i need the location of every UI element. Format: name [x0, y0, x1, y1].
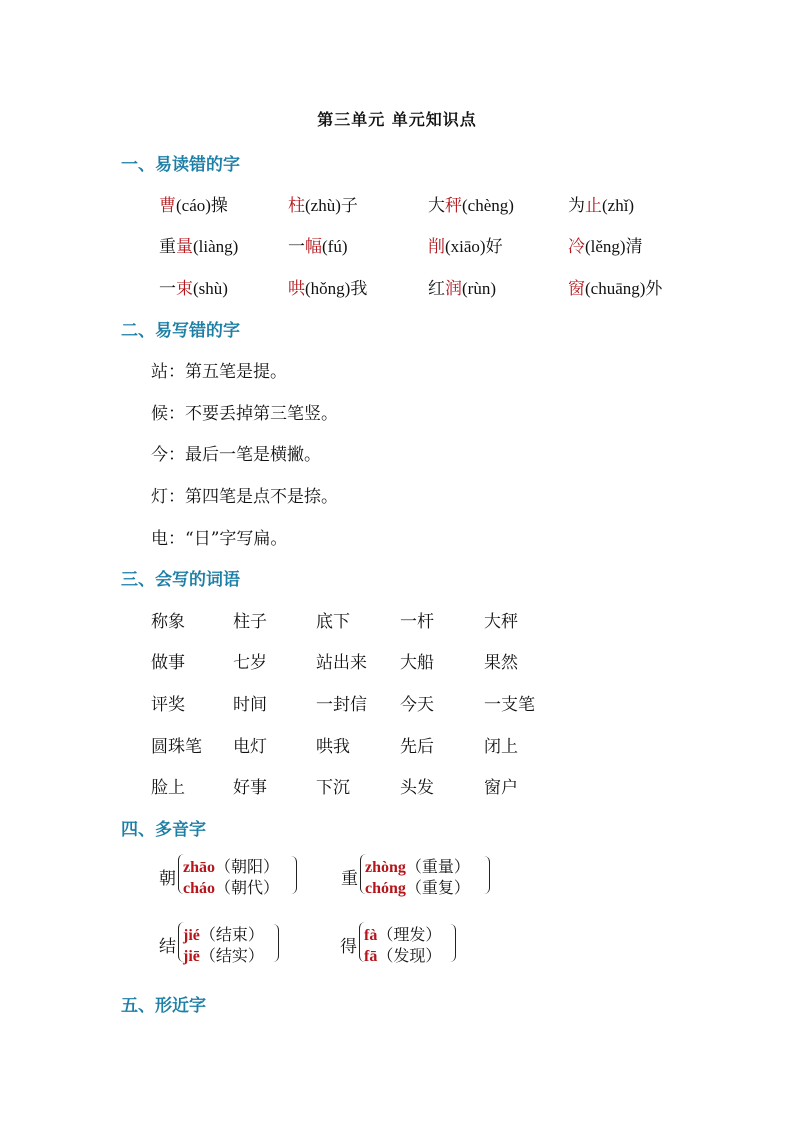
- reading-pinyin: (lěng): [585, 237, 626, 256]
- pinyin: zhāo: [183, 859, 215, 876]
- right-brace: [273, 924, 279, 962]
- reading-suffix: 好: [485, 237, 503, 257]
- reading-item: [428, 191, 514, 216]
- vocab-word: 窗户: [484, 778, 518, 798]
- reading-prefix: 大: [428, 196, 445, 216]
- vocab-word: 评奖: [151, 695, 185, 715]
- section-heading-polyphones: 四、多音字: [121, 820, 206, 840]
- reading-pinyin: (chuāng): [585, 279, 646, 298]
- polyphone-char: 结: [159, 937, 176, 957]
- vocab-word: 站出来: [316, 653, 367, 673]
- reading-pinyin: (liàng): [193, 237, 239, 256]
- right-brace: [484, 856, 490, 894]
- reading-char: 柱: [288, 196, 305, 216]
- page-title: 第三单元 单元知识点: [317, 110, 477, 129]
- reading-item: [288, 191, 358, 216]
- pinyin: jiē: [183, 948, 200, 965]
- reading-item: [159, 191, 228, 216]
- reading-char: 削: [428, 237, 445, 257]
- example-word: （重复）: [405, 878, 470, 897]
- reading-prefix: 一: [159, 279, 176, 299]
- reading-prefix: 红: [428, 279, 445, 299]
- polyphone-reading: [365, 854, 470, 877]
- vocab-word: 一杆: [400, 612, 434, 632]
- reading-pinyin: (chèng): [462, 196, 514, 215]
- reading-pinyin: (xiāo): [445, 237, 486, 256]
- reading-suffix: 操: [210, 196, 228, 216]
- reading-char: 止: [585, 196, 602, 216]
- writing-tip: 电：“日”字写扁。: [151, 529, 288, 549]
- vocab-word: 柱子: [233, 612, 267, 632]
- polyphone-reading: [183, 854, 279, 877]
- polyphone-char: 得: [340, 937, 357, 957]
- reading-pinyin: (cáo): [176, 196, 211, 215]
- polyphone-group: [159, 852, 309, 898]
- vocab-word: 七岁: [233, 653, 267, 673]
- pinyin: jié: [183, 927, 200, 944]
- reading-char: 量: [176, 237, 193, 257]
- pinyin: zhòng: [365, 859, 406, 876]
- vocab-word: 今天: [400, 695, 434, 715]
- vocab-word: 哄我: [316, 737, 350, 757]
- polyphone-reading: [364, 922, 441, 945]
- section-heading-similar: 五、形近字: [121, 996, 206, 1016]
- reading-char: 曹: [159, 196, 176, 216]
- reading-prefix: 一: [288, 237, 305, 257]
- pinyin: chóng: [365, 880, 406, 897]
- polyphone-reading: [365, 875, 470, 898]
- example-word: （发现）: [377, 946, 442, 965]
- polyphone-reading: [183, 943, 264, 966]
- vocab-word: 大秤: [484, 612, 518, 632]
- right-brace: [450, 924, 456, 962]
- example-word: （朝代）: [215, 878, 280, 897]
- section-heading-misread: 一、易读错的字: [121, 155, 240, 175]
- reading-suffix: 我: [350, 279, 368, 299]
- reading-item: [428, 232, 503, 257]
- polyphone-char: 朝: [159, 869, 176, 889]
- reading-char: 窗: [568, 279, 585, 299]
- reading-item: [159, 232, 238, 257]
- section-heading-words: 三、会写的词语: [121, 570, 240, 590]
- writing-tip: 候：不要丢掉第三笔竖。: [151, 404, 338, 424]
- polyphone-group: [159, 920, 289, 966]
- polyphone-char: 重: [341, 869, 358, 889]
- example-word: （结束）: [199, 925, 264, 944]
- polyphone-group: [340, 920, 470, 966]
- reading-item: [288, 274, 367, 299]
- example-word: （理发）: [377, 925, 442, 944]
- pinyin: fà: [364, 927, 378, 944]
- reading-char: 润: [445, 279, 462, 299]
- reading-item: [159, 274, 228, 299]
- vocab-word: 电灯: [233, 737, 267, 757]
- vocab-word: 圆珠笔: [151, 737, 202, 757]
- reading-pinyin: (zhù): [305, 196, 341, 215]
- example-word: （重量）: [405, 857, 470, 876]
- vocab-word: 脸上: [151, 778, 185, 798]
- reading-char: 幅: [305, 237, 322, 257]
- vocab-word: 闭上: [484, 737, 518, 757]
- vocab-word: 做事: [151, 653, 185, 673]
- section-heading-miswrite: 二、易写错的字: [121, 321, 240, 341]
- reading-pinyin: (rùn): [462, 279, 496, 298]
- vocab-word: 头发: [400, 778, 434, 798]
- reading-char: 冷: [568, 237, 585, 257]
- pinyin: fā: [364, 948, 378, 965]
- reading-char: 秤: [445, 196, 462, 216]
- reading-suffix: 清: [625, 237, 643, 257]
- vocab-word: 果然: [484, 653, 518, 673]
- pinyin: cháo: [183, 880, 215, 897]
- polyphone-reading: [183, 875, 279, 898]
- reading-item: [568, 274, 662, 299]
- polyphone-reading: [364, 943, 441, 966]
- polyphone-reading: [183, 922, 264, 945]
- reading-item: [568, 191, 634, 216]
- vocab-word: 大船: [400, 653, 434, 673]
- reading-item: [428, 274, 496, 299]
- reading-pinyin: (fú): [322, 237, 348, 256]
- writing-tip: 今：最后一笔是横撇。: [151, 445, 321, 465]
- writing-tip: 站：第五笔是提。: [151, 362, 287, 382]
- vocab-word: 下沉: [316, 778, 350, 798]
- reading-item: [568, 232, 643, 257]
- reading-prefix: 为: [568, 196, 585, 216]
- vocab-word: 底下: [316, 612, 350, 632]
- vocab-word: 时间: [233, 695, 267, 715]
- vocab-word: 先后: [400, 737, 434, 757]
- vocab-word: 一封信: [316, 695, 367, 715]
- vocab-word: 一支笔: [484, 695, 535, 715]
- reading-char: 束: [176, 279, 193, 299]
- reading-suffix: 子: [340, 196, 358, 216]
- reading-suffix: 外: [645, 279, 663, 299]
- reading-prefix: 重: [159, 237, 176, 257]
- reading-item: [288, 232, 347, 257]
- example-word: （结实）: [199, 946, 264, 965]
- reading-pinyin: (shù): [193, 279, 228, 298]
- example-word: （朝阳）: [215, 857, 280, 876]
- reading-pinyin: (zhǐ): [602, 196, 635, 215]
- reading-pinyin: (hǒng): [305, 279, 351, 298]
- vocab-word: 好事: [233, 778, 267, 798]
- writing-tip: 灯：第四笔是点不是捺。: [151, 487, 338, 507]
- polyphone-group: [341, 852, 501, 898]
- reading-char: 哄: [288, 279, 305, 299]
- vocab-word: 称象: [151, 612, 185, 632]
- right-brace: [291, 856, 297, 894]
